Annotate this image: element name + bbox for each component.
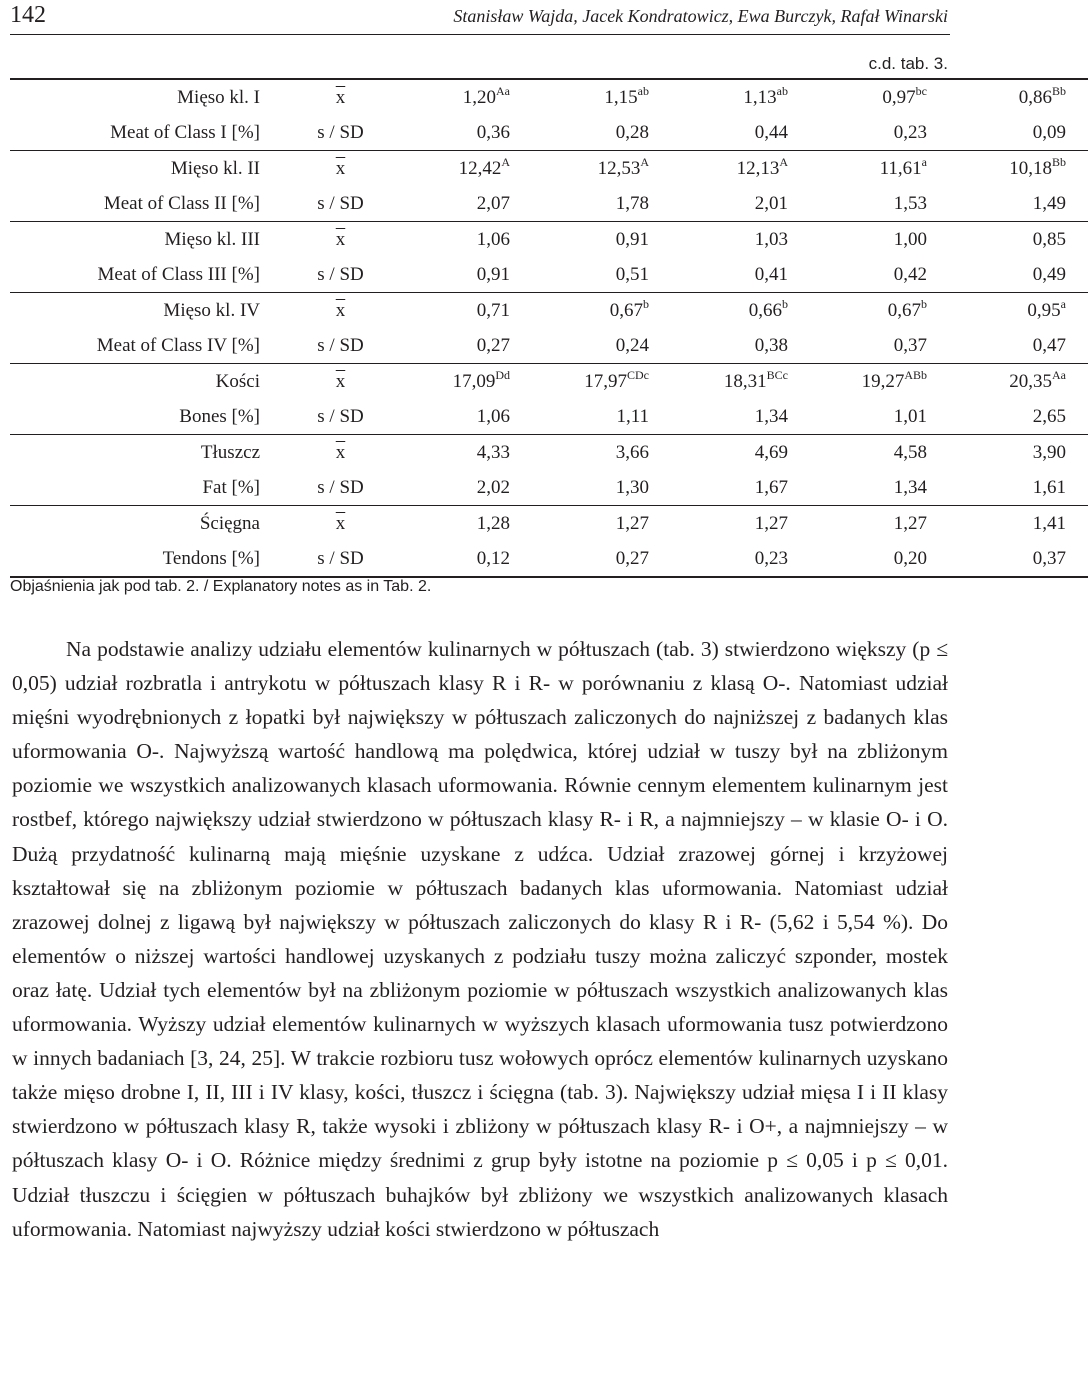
mean-cell bbox=[949, 506, 1088, 542]
table-row bbox=[10, 151, 1088, 187]
table-row bbox=[10, 435, 1088, 471]
sd-cell: 1,06 bbox=[393, 399, 532, 435]
table-row bbox=[10, 541, 1088, 577]
mean-symbol: $\overline{x}$ bbox=[335, 442, 346, 463]
mean-cell bbox=[532, 435, 671, 471]
sd-cell: 0,91 bbox=[393, 257, 532, 293]
mean-value: 1,15 bbox=[604, 87, 638, 108]
mean-value: 12,53 bbox=[597, 158, 641, 179]
sd-cell: 1,67 bbox=[671, 470, 810, 506]
mean-value: 20,35 bbox=[1009, 371, 1052, 392]
table-row bbox=[10, 470, 1088, 506]
table-row bbox=[10, 186, 1088, 222]
mean-value: 1,06 bbox=[476, 229, 510, 250]
sd-cell: 0,42 bbox=[810, 257, 949, 293]
mean-cell bbox=[671, 435, 810, 471]
mean-cell bbox=[671, 222, 810, 258]
stat-sd-label: s / SD bbox=[288, 257, 393, 293]
mean-value: 0,85 bbox=[1032, 229, 1066, 250]
mean-cell bbox=[532, 222, 671, 258]
mean-value: 4,69 bbox=[754, 442, 788, 463]
mean-cell bbox=[949, 364, 1088, 400]
row-label-en: Meat of Class IV [%] bbox=[10, 328, 288, 364]
sd-cell: 1,11 bbox=[532, 399, 671, 435]
sd-cell: 0,38 bbox=[671, 328, 810, 364]
sd-cell: 1,78 bbox=[532, 186, 671, 222]
mean-cell bbox=[671, 364, 810, 400]
mean-cell bbox=[532, 151, 671, 187]
significance-letter: a bbox=[1060, 297, 1066, 311]
mean-symbol: $\overline{x}$ bbox=[335, 229, 346, 250]
row-label-pl: Mięso kl. IV bbox=[163, 300, 260, 321]
mean-value: 0,67 bbox=[887, 300, 921, 321]
significance-letter: Bb bbox=[1051, 155, 1066, 169]
row-label-pl: Ścięgna bbox=[199, 513, 260, 534]
mean-value: 1,20 bbox=[462, 87, 496, 108]
mean-cell bbox=[810, 222, 949, 258]
significance-letter: ABb bbox=[904, 368, 927, 382]
mean-value: 0,91 bbox=[615, 229, 649, 250]
mean-symbol: $\overline{x}$ bbox=[335, 513, 346, 534]
row-label-en: Fat [%] bbox=[10, 470, 288, 506]
running-head: Stanisław Wajda, Jacek Kondratowicz, Ewa Burczyk, Rafał Winarski bbox=[453, 6, 948, 26]
row-label-pl: Kości bbox=[215, 371, 260, 392]
mean-cell bbox=[949, 222, 1088, 258]
significance-letter: bc bbox=[915, 84, 927, 98]
significance-letter: a bbox=[921, 155, 927, 169]
mean-value: 11,61 bbox=[879, 158, 922, 179]
sd-cell: 0,37 bbox=[810, 328, 949, 364]
sd-cell: 0,24 bbox=[532, 328, 671, 364]
mean-cell bbox=[810, 506, 949, 542]
table-row bbox=[10, 222, 1088, 258]
mean-cell bbox=[393, 151, 532, 187]
significance-letter: Dd bbox=[495, 368, 510, 382]
table-row bbox=[10, 293, 1088, 329]
sd-cell: 1,01 bbox=[810, 399, 949, 435]
sd-cell: 2,01 bbox=[671, 186, 810, 222]
page-header bbox=[0, 0, 960, 34]
sd-cell: 0,12 bbox=[393, 541, 532, 577]
mean-value: 1,28 bbox=[476, 513, 510, 534]
stat-sd-label: s / SD bbox=[288, 328, 393, 364]
mean-cell bbox=[810, 79, 949, 115]
sd-cell: 0,09 bbox=[949, 115, 1088, 151]
significance-letter: Aa bbox=[496, 84, 510, 98]
mean-value: 17,97 bbox=[584, 371, 627, 392]
table-row bbox=[10, 79, 1088, 115]
mean-cell bbox=[810, 151, 949, 187]
significance-letter: Bb bbox=[1051, 84, 1066, 98]
page-number: 142 bbox=[10, 2, 46, 28]
sd-cell: 0,27 bbox=[393, 328, 532, 364]
mean-value: 0,95 bbox=[1027, 300, 1061, 321]
mean-cell bbox=[949, 293, 1088, 329]
table-note: Objaśnienia jak pod tab. 2. / Explanatory notes as in Tab. 2. bbox=[10, 578, 432, 595]
table-row bbox=[10, 115, 1088, 151]
sd-cell: 0,20 bbox=[810, 541, 949, 577]
sd-cell: 0,28 bbox=[532, 115, 671, 151]
stat-sd-label: s / SD bbox=[288, 115, 393, 151]
mean-symbol: $\overline{x}$ bbox=[335, 87, 346, 108]
mean-value: 12,13 bbox=[736, 158, 780, 179]
mean-value: 1,27 bbox=[893, 513, 927, 534]
sd-cell: 2,65 bbox=[949, 399, 1088, 435]
mean-cell bbox=[949, 79, 1088, 115]
mean-value: 19,27 bbox=[861, 371, 905, 392]
row-label-pl: Mięso kl. I bbox=[10, 79, 288, 115]
paragraph: Na podstawie analizy udziału elementów kulinarnych w półtuszach (tab. 3) stwierdzono większy (p ≤ 0,05) udział rozbratla i antrykotu w półtuszach klasy R i R- w porównaniu z klasą O-. Natomiast udział mięśni wyodrębnionych z łopatki był największy w półtuszach zaliczonych do najniższej z badanych klas uformowania O-. Najwyższą wartość handlową ma polędwica, której udział w tuszy był na zbliżonym poziomie we wszystkich analizowanych klasach uformowania. Równie cennym elementem kulinarnym jest rostbef, którego największy udział stwierdzono w półtuszach klasy R- i R, a najmniejszy – w klasie O- i O. Dużą przydatność kulinarną mają mięśnie uzyskane z udźca. Udział zrazowej górnej i krzyżowej kształtował się na zbliżonym poziomie w półtuszach badanych klas uformowania. Natomiast udział zrazowej dolnej z ligawą był największy w półtuszach zaliczonych do klasy R i R- (5,62 i 5,54 %). Do elementów o niższej wartości handlowej uzyskanych z podziału tuszy można zaliczyć szponder, mostek oraz łatę. Udział tych elementów był na zbliżonym poziomie w półtuszach wszystkich analizowanych klas uformowania. Wyższy udział elementów kulinarnych w wyższych klasach uformowania tusz potwierdzono w innych badaniach [3, 24, 25]. W trakcie rozbioru tusz wołowych oprócz elementów kulinarnych uzyskano także mięso drobne I, II, III i IV klasy, kości, tłuszcz i ścięgna (tab. 3). Największy udział mięsa I i II klasy stwierdzono w półtuszach klasy R, także wysoki i zbliżony w półtuszach klasy R- i O+, a najmniejszy – w półtuszach klasy O- i O. Różnice między średnimi z grup były istotne na poziomie p ≤ 0,05 i p ≤ 0,01. Udział tłuszczu i ścięgien w półtuszach buhajków był zbliżony we wszystkich analizowanych klasach uformowania. Natomiast najwyższy udział kości stwierdzono w półtuszach bbox=[12, 637, 948, 1241]
sd-cell: 1,53 bbox=[810, 186, 949, 222]
stat-sd-label: s / SD bbox=[288, 470, 393, 506]
mean-value: 18,31 bbox=[723, 371, 767, 392]
significance-letter: b bbox=[643, 297, 649, 311]
table-row bbox=[10, 328, 1088, 364]
table-row bbox=[10, 364, 1088, 400]
row-label-pl: Mięso kl. II bbox=[170, 158, 260, 179]
significance-letter: b bbox=[921, 297, 927, 311]
row-label-en: Meat of Class I [%] bbox=[10, 115, 288, 151]
significance-letter: b bbox=[782, 297, 788, 311]
mean-value: 3,90 bbox=[1032, 442, 1066, 463]
mean-cell bbox=[393, 222, 532, 258]
sd-cell: 0,47 bbox=[949, 328, 1088, 364]
sd-cell: 0,41 bbox=[671, 257, 810, 293]
sd-cell: 2,07 bbox=[393, 186, 532, 222]
sd-cell: 0,36 bbox=[393, 115, 532, 151]
significance-letter: A bbox=[501, 155, 510, 169]
mean-value: 1,41 bbox=[1032, 513, 1066, 534]
sd-cell: 0,37 bbox=[949, 541, 1088, 577]
mean-symbol: $\overline{x}$ bbox=[335, 371, 346, 392]
mean-cell bbox=[393, 506, 532, 542]
mean-value: 1,13 bbox=[743, 87, 777, 108]
mean-symbol: $\overline{x}$ bbox=[335, 300, 346, 321]
row-label-en: Meat of Class II [%] bbox=[10, 186, 288, 222]
data-table bbox=[10, 78, 1088, 578]
significance-letter: BCc bbox=[766, 368, 788, 382]
mean-cell bbox=[532, 293, 671, 329]
mean-value: 0,86 bbox=[1018, 87, 1052, 108]
mean-cell bbox=[393, 293, 532, 329]
sd-cell: 0,23 bbox=[810, 115, 949, 151]
mean-value: 0,97 bbox=[882, 87, 916, 108]
sd-cell: 0,44 bbox=[671, 115, 810, 151]
sd-cell: 0,49 bbox=[949, 257, 1088, 293]
stat-sd-label: s / SD bbox=[288, 399, 393, 435]
significance-letter: ab bbox=[637, 84, 649, 98]
table-continued-label: c.d. tab. 3. bbox=[868, 54, 948, 73]
sd-cell: 0,27 bbox=[532, 541, 671, 577]
sd-cell: 1,61 bbox=[949, 470, 1088, 506]
stat-mean-label bbox=[288, 364, 393, 400]
row-label-pl: Mięso kl. III bbox=[164, 229, 260, 250]
mean-symbol: $\overline{x}$ bbox=[335, 158, 346, 179]
mean-cell bbox=[393, 435, 532, 471]
mean-cell bbox=[810, 435, 949, 471]
mean-cell bbox=[393, 79, 532, 115]
mean-value: 1,27 bbox=[615, 513, 649, 534]
mean-value: 0,67 bbox=[609, 300, 643, 321]
stat-mean-label bbox=[288, 435, 393, 471]
sd-cell: 0,23 bbox=[671, 541, 810, 577]
sd-cell: 1,30 bbox=[532, 470, 671, 506]
mean-value: 4,58 bbox=[893, 442, 927, 463]
sd-cell: 1,34 bbox=[671, 399, 810, 435]
stat-sd-label: s / SD bbox=[288, 186, 393, 222]
mean-cell bbox=[671, 151, 810, 187]
mean-value: 1,03 bbox=[754, 229, 788, 250]
mean-value: 17,09 bbox=[452, 371, 496, 392]
mean-value: 1,27 bbox=[754, 513, 788, 534]
mean-value: 3,66 bbox=[615, 442, 649, 463]
mean-cell bbox=[810, 364, 949, 400]
mean-cell bbox=[671, 79, 810, 115]
stat-sd-label: s / SD bbox=[288, 541, 393, 577]
body-text bbox=[12, 632, 948, 1246]
row-label-pl: Tłuszcz bbox=[200, 442, 260, 463]
stat-mean-label bbox=[288, 506, 393, 542]
mean-cell bbox=[810, 293, 949, 329]
table-row bbox=[10, 399, 1088, 435]
mean-cell bbox=[949, 435, 1088, 471]
significance-letter: A bbox=[640, 155, 649, 169]
mean-cell bbox=[671, 293, 810, 329]
stat-mean-label bbox=[288, 222, 393, 258]
mean-cell bbox=[532, 79, 671, 115]
significance-letter: A bbox=[779, 155, 788, 169]
mean-value: 4,33 bbox=[476, 442, 510, 463]
row-label-en: Bones [%] bbox=[10, 399, 288, 435]
significance-letter: Aa bbox=[1052, 368, 1066, 382]
mean-value: 10,18 bbox=[1009, 158, 1052, 179]
row-label-en: Tendons [%] bbox=[10, 541, 288, 577]
significance-letter: CDc bbox=[627, 368, 649, 382]
stat-mean-label bbox=[288, 293, 393, 329]
table-row bbox=[10, 257, 1088, 293]
table-row bbox=[10, 506, 1088, 542]
stat-mean-label bbox=[288, 151, 393, 187]
header-rule bbox=[10, 34, 950, 35]
mean-cell bbox=[532, 506, 671, 542]
mean-value: 12,42 bbox=[458, 158, 502, 179]
row-label-en: Meat of Class III [%] bbox=[10, 257, 288, 293]
significance-letter: ab bbox=[776, 84, 788, 98]
stat-mean-label bbox=[288, 79, 393, 115]
sd-cell: 0,51 bbox=[532, 257, 671, 293]
sd-cell: 2,02 bbox=[393, 470, 532, 506]
sd-cell: 1,34 bbox=[810, 470, 949, 506]
mean-value: 0,66 bbox=[748, 300, 782, 321]
mean-cell bbox=[671, 506, 810, 542]
mean-cell bbox=[532, 364, 671, 400]
sd-cell: 1,49 bbox=[949, 186, 1088, 222]
mean-cell bbox=[949, 151, 1088, 187]
mean-value: 0,71 bbox=[476, 300, 510, 321]
mean-value: 1,00 bbox=[893, 229, 927, 250]
mean-cell bbox=[393, 364, 532, 400]
